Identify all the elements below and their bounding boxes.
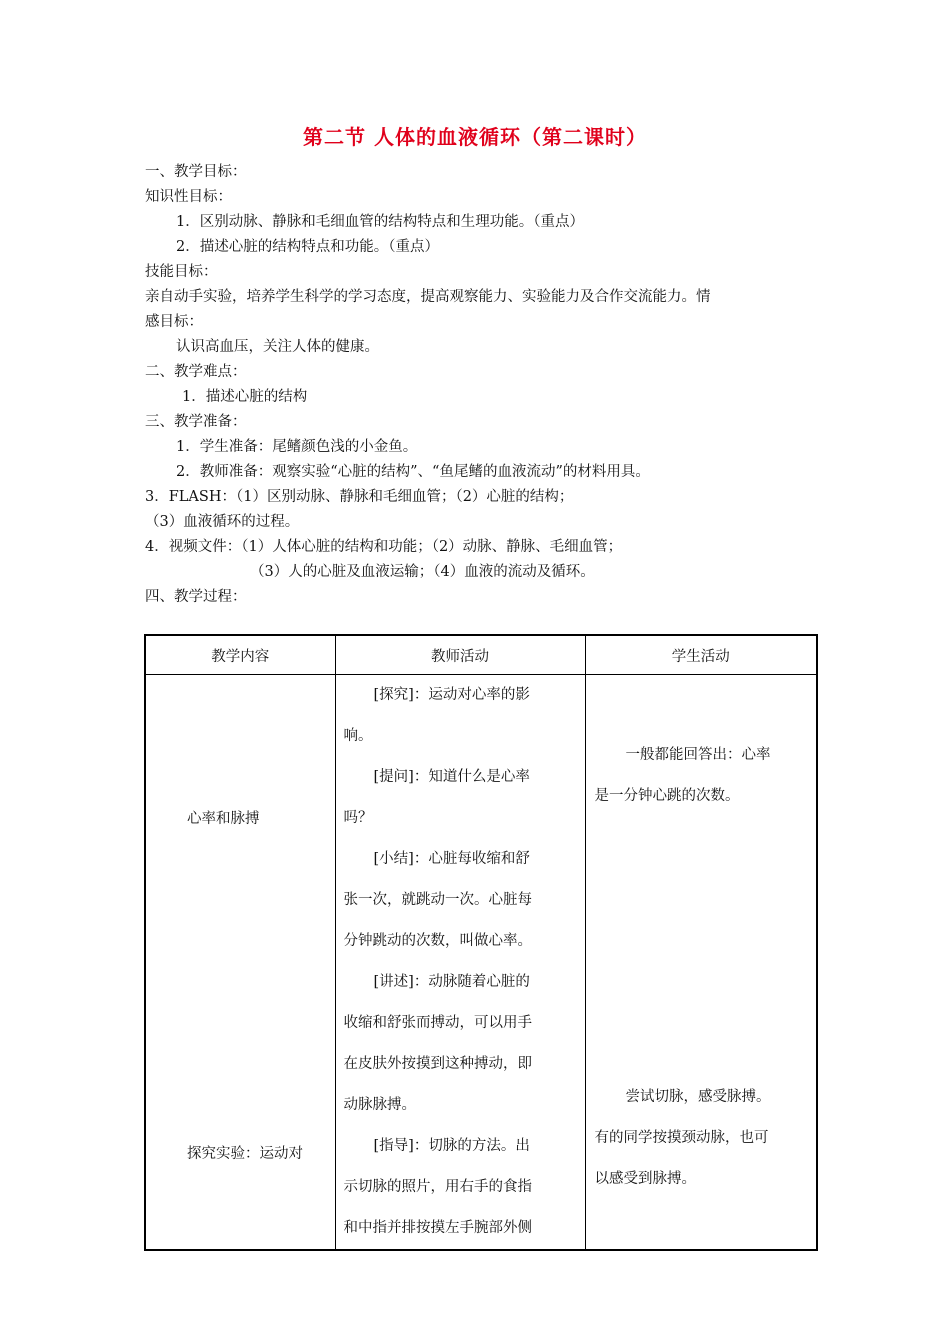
emotion-objective-text: 认识高血压，关注人体的健康。: [176, 339, 379, 355]
content-topic-1: 心率和脉搏: [187, 811, 260, 827]
emotion-objectives-label: 感目标：: [145, 314, 203, 330]
page-title: 第二节 人体的血液循环（第二课时）: [303, 125, 647, 149]
teacher-line: [指导]：切脉的方法。出: [373, 1138, 530, 1154]
teacher-cell: [335, 675, 585, 1251]
student-line: 一般都能回答出：心率: [625, 747, 771, 763]
table-header-row: [145, 635, 817, 675]
student-line: 是一分钟心跳的次数。: [594, 788, 740, 804]
teacher-line: 吗？: [343, 810, 373, 826]
teaching-process-table: [144, 634, 818, 1251]
knowledge-objective-1: 1．区别动脉、静脉和毛细血管的结构特点和生理功能。（重点）: [176, 214, 584, 230]
teacher-line: 示切脉的照片，用右手的食指: [343, 1179, 532, 1195]
student-line: 以感受到脉搏。: [594, 1171, 696, 1187]
section-preparation-heading: 三、教学准备：: [145, 414, 247, 430]
skill-objectives-label: 技能目标：: [145, 264, 218, 280]
teacher-line: 和中指并排按摸左手腕部外侧: [343, 1220, 532, 1236]
header-content: 教学内容: [145, 635, 335, 675]
header-teacher: 教师活动: [335, 635, 585, 675]
header-student: 学生活动: [585, 635, 817, 675]
student-line: 有的同学按摸颈动脉，也可: [594, 1130, 769, 1146]
content-topic-2: 探究实验：运动对: [187, 1146, 303, 1162]
knowledge-objectives-label: 知识性目标：: [145, 189, 232, 205]
section-process-heading: 四、教学过程：: [145, 589, 247, 605]
teacher-line: 响。: [343, 728, 373, 744]
student-cell: [585, 675, 817, 1251]
knowledge-objective-2: 2．描述心脏的结构特点和功能。（重点）: [176, 239, 439, 255]
difficulty-item-1: 1．描述心脏的结构: [182, 389, 308, 405]
teacher-line: [提问]：知道什么是心率: [373, 769, 530, 785]
preparation-item-4: 4．视频文件：（1）人体心脏的结构和功能；（2）动脉、静脉、毛细血管；: [145, 539, 623, 555]
teacher-line: 分钟跳动的次数，叫做心率。: [343, 933, 532, 949]
preparation-item-3: 3．FLASH：（1）区别动脉、静脉和毛细血管；（2）心脏的结构；: [145, 489, 574, 505]
teacher-line: 动脉脉搏。: [343, 1097, 416, 1113]
teacher-line: [探究]：运动对心率的影: [373, 687, 530, 703]
preparation-item-4-cont: （3）人的心脏及血液运输；（4）血液的流动及循环。: [250, 564, 595, 580]
skill-objective-text: 亲自动手实验，培养学生科学的学习态度，提高观察能力、实验能力及合作交流能力。情: [145, 289, 711, 305]
teacher-line: 收缩和舒张而搏动，可以用手: [343, 1015, 532, 1031]
student-line: 尝试切脉，感受脉搏。: [625, 1089, 771, 1105]
section-difficulty-heading: 二、教学难点：: [145, 364, 247, 380]
teacher-line: [小结]：心脏每收缩和舒: [373, 851, 530, 867]
preparation-item-3-cont: （3）血液循环的过程。: [145, 514, 300, 530]
preparation-item-2: 2．教师准备：观察实验“心脏的结构”、“鱼尾鳍的血液流动”的材料用具。: [176, 464, 650, 480]
content-cell: [145, 675, 335, 1251]
teacher-line: [讲述]：动脉随着心脏的: [373, 974, 530, 990]
teacher-line: 在皮肤外按摸到这种搏动，即: [343, 1056, 532, 1072]
section-objectives-heading: 一、教学目标：: [145, 164, 247, 180]
preparation-item-1: 1．学生准备：尾鳍颜色浅的小金鱼。: [176, 439, 418, 455]
table-row: [145, 675, 817, 1251]
teacher-line: 张一次，就跳动一次。心脏每: [343, 892, 532, 908]
